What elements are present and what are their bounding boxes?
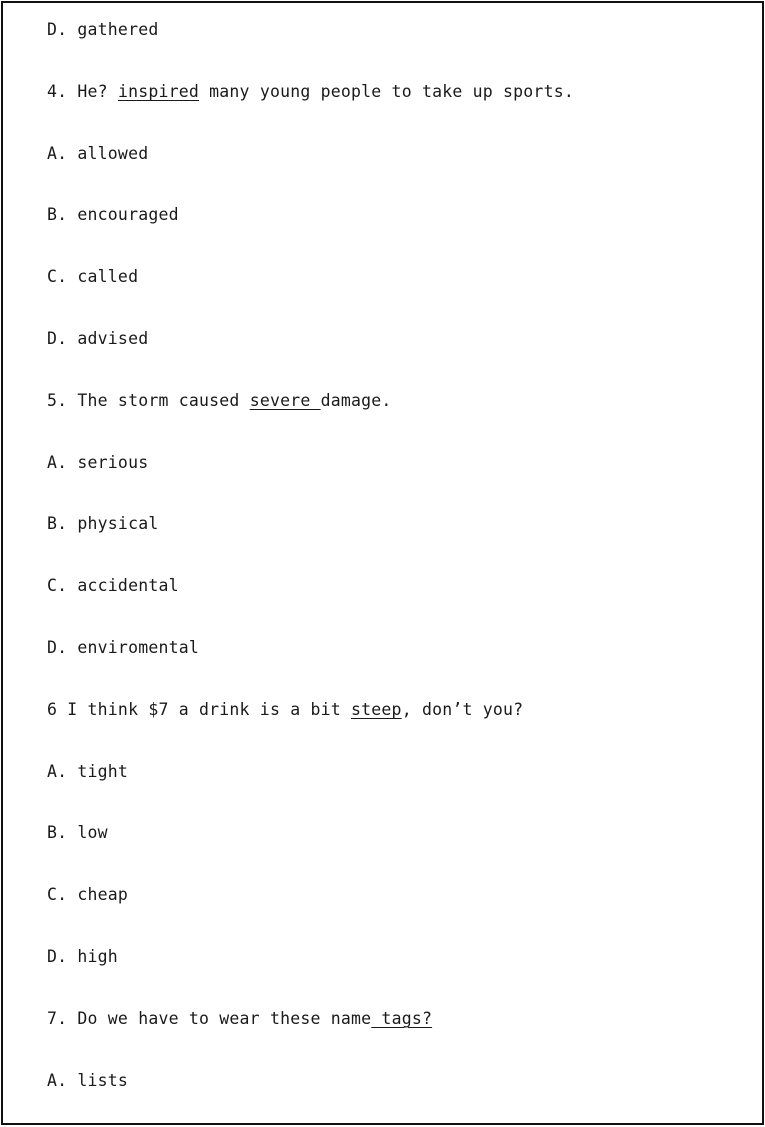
underlined-word: severe bbox=[249, 391, 321, 410]
option-a-lists: A. lists bbox=[47, 1071, 129, 1090]
option-b-physical: B. physical bbox=[47, 514, 159, 533]
document-page bbox=[1, 1, 764, 1125]
option-c-accidental: C. accidental bbox=[47, 576, 179, 595]
option-d-gathered: D. gathered bbox=[47, 20, 159, 39]
option-d-high: D. high bbox=[47, 947, 118, 966]
underlined-word: tags? bbox=[371, 1009, 433, 1028]
option-a-allowed: A. allowed bbox=[47, 144, 149, 163]
option-b-encouraged: B. encouraged bbox=[47, 205, 179, 224]
option-d-enviromental: D. enviromental bbox=[47, 638, 200, 657]
option-c-cheap: C. cheap bbox=[47, 885, 129, 904]
question-6: 6 I think $7 a drink is a bit steep, don’t you? bbox=[47, 700, 524, 719]
option-c-called: C. called bbox=[47, 267, 139, 286]
option-d-advised: D. advised bbox=[47, 329, 149, 348]
option-a-tight: A. tight bbox=[47, 762, 129, 781]
question-7: 7. Do we have to wear these name tags? bbox=[47, 1009, 433, 1028]
option-a-serious: A. serious bbox=[47, 453, 149, 472]
question-4: 4. He? inspired many young people to take up sports. bbox=[47, 82, 574, 101]
option-b-low: B. low bbox=[47, 823, 108, 842]
underlined-word: inspired bbox=[117, 82, 200, 101]
question-5: 5. The storm caused severe damage. bbox=[47, 391, 392, 410]
underlined-word: steep bbox=[351, 700, 402, 719]
